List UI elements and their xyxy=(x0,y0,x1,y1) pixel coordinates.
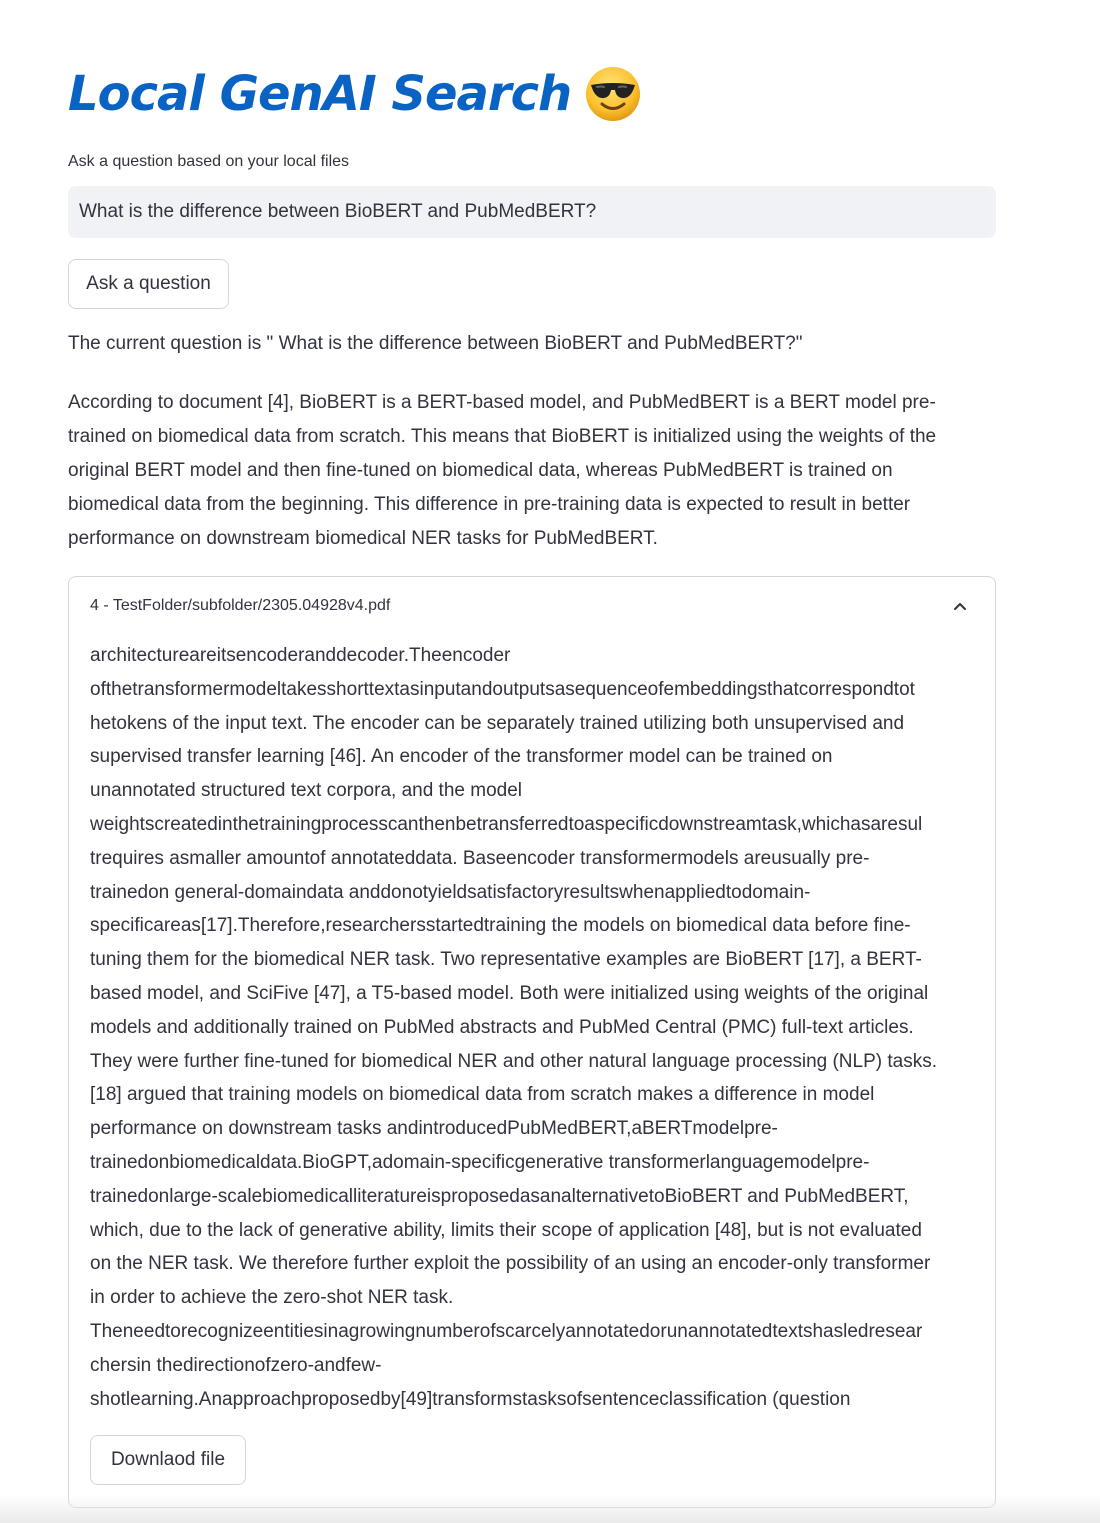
page-title: Local GenAI Search xyxy=(68,66,572,122)
current-question-text: The current question is " What is the difference between BioBERT and PubMedBERT?" xyxy=(68,333,803,354)
content-line: chersin thedirectionofzero-andfew- xyxy=(90,1354,382,1376)
content-line: unannotated structured text corpora, and the model xyxy=(90,780,522,802)
source-document-content xyxy=(90,639,980,1416)
content-line: trainedonbiomedicaldata.BioGPT,adomain-specificgenerative transformerlanguagemodelpre- xyxy=(90,1151,870,1173)
expander-header[interactable] xyxy=(69,577,995,637)
title-row xyxy=(68,58,641,130)
content-line: weightscreatedinthetrainingprocesscanthenbetransferredtoaspecificdownstreamtask,whichasaresul xyxy=(90,813,923,835)
content-line: trainedonlarge-scalebiomedicalliteratureisproposedasanalternativetoBioBERT and PubMedBERT, xyxy=(90,1185,909,1207)
content-line: ofthetransformermodeltakesshorttextasinputandoutputsasequenceofembeddingsthatcorrespondtot xyxy=(90,678,915,700)
content-line: They were further fine-tuned for biomedical NER and other natural language processing (NLP) tasks. xyxy=(90,1050,937,1072)
answer-line: According to document [4], BioBERT is a BERT-based model, and PubMedBERT is a BERT model pre- xyxy=(68,392,936,413)
chevron-up-icon[interactable] xyxy=(953,599,967,613)
ask-question-button[interactable]: Ask a question xyxy=(68,259,229,309)
answer-line: original BERT model and then fine-tuned on biomedical data, whereas PubMedBERT is trained on xyxy=(68,460,893,481)
content-line: which, due to the lack of generative ability, limits their scope of application [48], but is not evaluated xyxy=(90,1219,922,1241)
source-document-title: 4 - TestFolder/subfolder/2305.04928v4.pdf xyxy=(90,597,391,614)
content-line: tuning them for the biomedical NER task. Two representative examples are BioBERT [17], a BERT- xyxy=(90,949,922,971)
content-line: trainedon general-domaindata anddonotyieldsatisfactoryresultswhenappliedtodomain- xyxy=(90,881,811,903)
content-line: in order to achieve the zero-shot NER task. xyxy=(90,1287,454,1309)
content-line: models and additionally trained on PubMed abstracts and PubMed Central (PMC) full-text articles. xyxy=(90,1016,914,1038)
content-line: [18] argued that training models on biomedical data from scratch makes a difference in model xyxy=(90,1084,875,1106)
question-label: Ask a question based on your local files xyxy=(68,153,350,170)
smiling-face-with-sunglasses-icon xyxy=(585,66,641,122)
answer-line: performance on downstream biomedical NER tasks for PubMedBERT. xyxy=(68,528,658,549)
answer-text xyxy=(68,386,996,556)
content-line: specificareas[17].Therefore,researchersstartedtraining the models on biomedical data before fine- xyxy=(90,915,911,937)
content-line: architectureareitsencoderanddecoder.Theencoder xyxy=(90,645,511,666)
question-input[interactable] xyxy=(68,186,996,238)
content-line: based model, and SciFive [47], a T5-based model. Both were initialized using weights of the original xyxy=(90,982,929,1004)
content-line: trequires asmaller amountof annotateddata. Baseencoder transformermodels areusually pre- xyxy=(90,847,870,869)
content-line: hetokens of the input text. The encoder can be separately trained utilizing both unsupervised and xyxy=(90,712,905,734)
content-line: performance on downstream tasks andintroducedPubMedBERT,aBERTmodelpre- xyxy=(90,1118,778,1140)
source-document-expander xyxy=(68,576,996,1508)
content-line: on the NER task. We therefore further exploit the possibility of an using an encoder-only transformer xyxy=(90,1253,931,1275)
content-line: supervised transfer learning [46]. An encoder of the transformer model can be trained on xyxy=(90,746,833,768)
content-line: shotlearning.Anapproachproposedby[49]transformstasksofsentenceclassification (question xyxy=(90,1388,851,1410)
download-file-button[interactable]: Downlaod file xyxy=(90,1435,246,1485)
answer-line: biomedical data from the beginning. This difference in pre-training data is expected to result in better xyxy=(68,494,911,515)
answer-line: trained on biomedical data from scratch. This means that BioBERT is initialized using the weights of the xyxy=(68,426,937,447)
content-line: Theneedtorecognizeentitiesinagrowingnumberofscarcelyannotatedorunannotatedtextshasledresear xyxy=(90,1320,923,1342)
